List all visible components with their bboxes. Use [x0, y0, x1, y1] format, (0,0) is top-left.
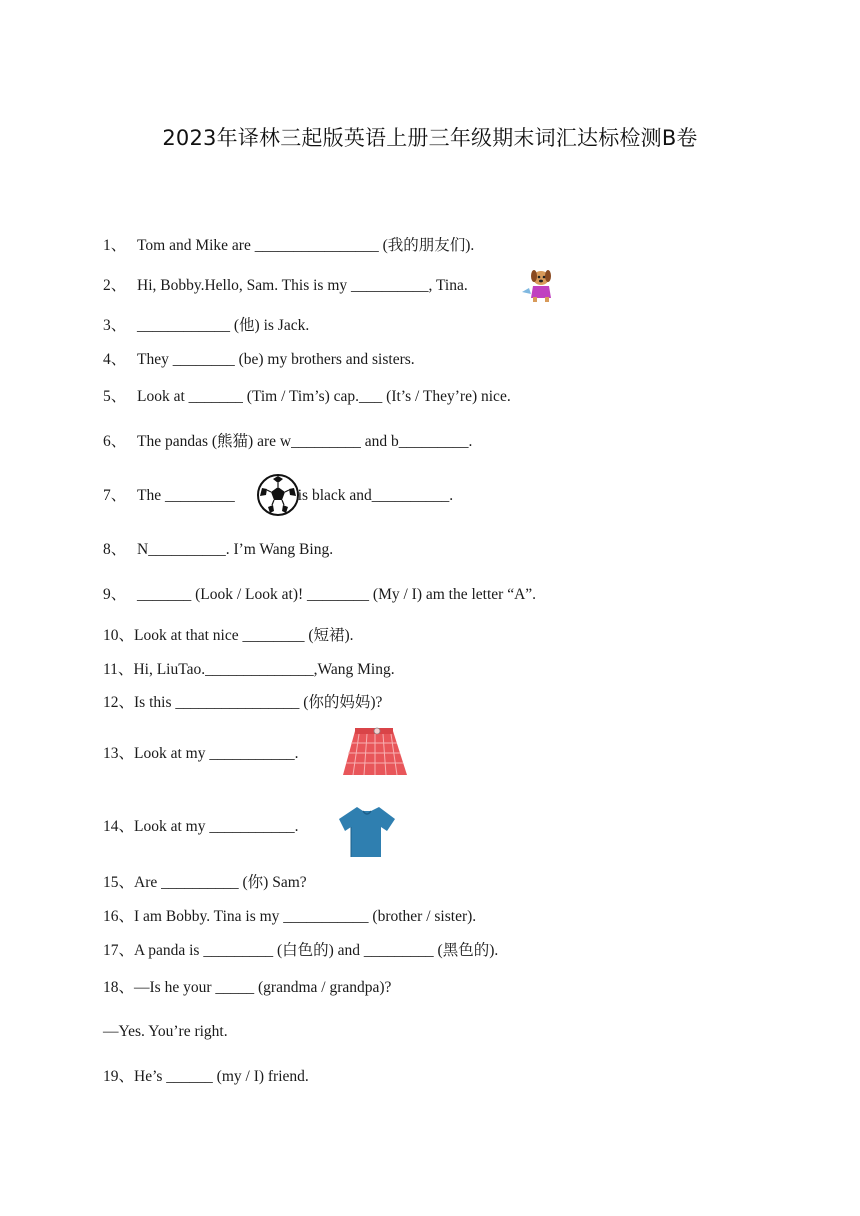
question-15	[103, 873, 307, 893]
question-number: 1、	[103, 237, 127, 254]
question-number: 12、	[103, 694, 135, 711]
question-4	[103, 350, 415, 370]
question-text: —Is he your _____ (grandma / grandpa)?	[134, 979, 392, 996]
question-2	[103, 276, 468, 296]
question-text: A panda is _________ (白色的) and _________ (黑色的).	[134, 942, 499, 959]
question-5	[103, 387, 511, 407]
page-title: 2023年译林三起版英语上册三年级期末词汇达标检测B卷	[162, 126, 698, 150]
question-text: He’s ______ (my / I) friend.	[134, 1068, 309, 1085]
question-10	[103, 626, 354, 646]
t-shirt-icon	[337, 803, 399, 859]
question-number: 5、	[103, 388, 127, 405]
question-9	[103, 585, 536, 605]
question-text-b: is black and__________.	[297, 487, 454, 504]
question-text: I am Bobby. Tina is my ___________ (brother / sister).	[134, 908, 477, 925]
question-number: 13、	[103, 745, 135, 762]
question-text-a: The _________	[137, 487, 235, 504]
question-number: 15、	[103, 874, 135, 891]
question-6	[103, 432, 472, 452]
question-text: Hi, LiuTao.______________,Wang Ming.	[133, 661, 395, 678]
question-number: 4、	[103, 351, 127, 368]
question-1	[103, 236, 474, 256]
question-text: The pandas (熊猫) are w_________ and b_________.	[137, 433, 473, 450]
question-text: They ________ (be) my brothers and sisters.	[137, 351, 415, 368]
question-number: 16、	[103, 908, 135, 925]
question-8	[103, 540, 333, 560]
question-number: 3、	[103, 317, 127, 334]
question-number: 19、	[103, 1068, 135, 1085]
question-number: 8、	[103, 541, 127, 558]
soccer-ball-icon	[256, 473, 300, 517]
question-3	[103, 316, 309, 336]
question-text: —Yes. You’re right.	[103, 1023, 228, 1040]
question-18-answer	[103, 1022, 228, 1042]
question-text: _______ (Look / Look at)! ________ (My / I) am the letter “A”.	[137, 586, 537, 603]
question-text: Look at that nice ________ (短裙).	[134, 627, 354, 644]
skirt-icon	[341, 725, 409, 781]
question-number: 18、	[103, 979, 135, 996]
question-text: Look at my ___________.	[134, 818, 299, 835]
question-text: N__________. I’m Wang Bing.	[137, 541, 334, 558]
question-text: ____________ (他) is Jack.	[137, 317, 310, 334]
question-number: 2、	[103, 277, 127, 294]
question-16	[103, 907, 476, 927]
question-number: 9、	[103, 586, 127, 603]
question-13	[103, 744, 298, 764]
question-text: Are __________ (你) Sam?	[134, 874, 307, 891]
question-number: 14、	[103, 818, 135, 835]
question-text: Look at _______ (Tim / Tim’s) cap.___ (It’s / They’re) nice.	[137, 388, 511, 405]
question-14	[103, 817, 298, 837]
dog-icon	[519, 268, 559, 304]
question-number: 6、	[103, 433, 127, 450]
question-17	[103, 941, 498, 961]
question-text: Tom and Mike are ________________ (我的朋友们).	[137, 237, 475, 254]
question-number: 10、	[103, 627, 135, 644]
question-number: 17、	[103, 942, 135, 959]
question-11	[103, 660, 395, 680]
question-19	[103, 1067, 309, 1087]
question-text: Is this ________________ (你的妈妈)?	[134, 694, 383, 711]
question-number: 7、	[103, 487, 127, 504]
question-12	[103, 693, 382, 713]
question-number: 11、	[103, 661, 134, 678]
question-text: Hi, Bobby.Hello, Sam. This is my __________, Tina.	[137, 277, 468, 294]
question-18	[103, 978, 391, 998]
question-text: Look at my ___________.	[134, 745, 299, 762]
